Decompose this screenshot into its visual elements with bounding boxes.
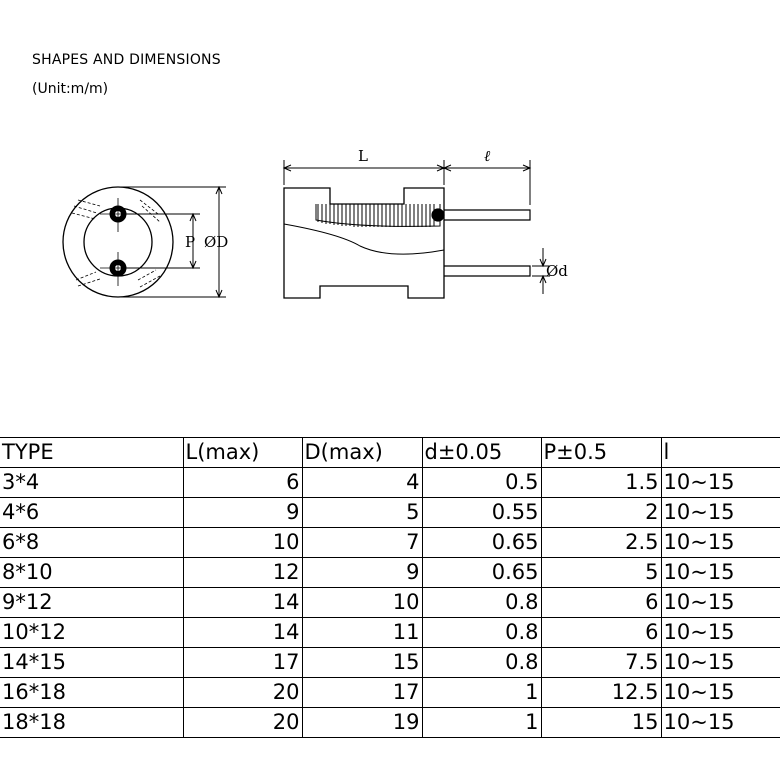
- cell-l-max: 10: [183, 528, 302, 558]
- cell-d-max: 15: [302, 648, 422, 678]
- cell-wire-d: 0.55: [422, 498, 541, 528]
- cell-l-max: 20: [183, 678, 302, 708]
- bobbin-outline: [284, 188, 444, 298]
- table-row: [0, 588, 780, 618]
- cell-wire-d: 0.8: [422, 648, 541, 678]
- page-title: SHAPES AND DIMENSIONS: [32, 52, 221, 68]
- label-wire-diameter: Ød: [546, 262, 568, 280]
- cell-wire-d: 1: [422, 708, 541, 738]
- cell-pitch: 2.5: [541, 528, 661, 558]
- cell-wire-d: 1: [422, 678, 541, 708]
- cell-type: 8*10: [0, 558, 183, 588]
- cell-type: 4*6: [0, 498, 183, 528]
- unit-note: (Unit:m/m): [32, 81, 109, 97]
- cell-lead-l: 10~15: [661, 588, 780, 618]
- table-row: [0, 468, 780, 498]
- cell-type: 18*18: [0, 708, 183, 738]
- cell-type: 10*12: [0, 618, 183, 648]
- cell-pitch: 1.5: [541, 468, 661, 498]
- cell-l-max: 17: [183, 648, 302, 678]
- label-lead-length: ℓ: [484, 147, 491, 165]
- cell-pitch: 2: [541, 498, 661, 528]
- core-curve: [284, 224, 444, 254]
- cell-d-max: 4: [302, 468, 422, 498]
- table-header-row: [0, 438, 780, 468]
- cell-l-max: 12: [183, 558, 302, 588]
- cell-pitch: 6: [541, 588, 661, 618]
- cell-type: 16*18: [0, 678, 183, 708]
- cell-type: 3*4: [0, 468, 183, 498]
- cell-lead-l: 10~15: [661, 648, 780, 678]
- table-row: [0, 648, 780, 678]
- column-header-type: TYPE: [0, 438, 183, 468]
- cell-pitch: 7.5: [541, 648, 661, 678]
- column-header-l-max: L(max): [183, 438, 302, 468]
- label-l: L: [358, 147, 368, 165]
- cell-pitch: 15: [541, 708, 661, 738]
- cell-wire-d: 0.65: [422, 558, 541, 588]
- cell-d-max: 11: [302, 618, 422, 648]
- column-header-lead-l: l: [661, 438, 780, 468]
- cell-lead-l: 10~15: [661, 708, 780, 738]
- cell-wire-d: 0.8: [422, 618, 541, 648]
- label-diameter-d: ØD: [204, 233, 229, 251]
- dimensions-table: [0, 437, 780, 738]
- cell-type: 9*12: [0, 588, 183, 618]
- label-p: P: [185, 233, 196, 251]
- cell-d-max: 17: [302, 678, 422, 708]
- cell-lead-l: 10~15: [661, 468, 780, 498]
- cell-type: 14*15: [0, 648, 183, 678]
- cell-d-max: 7: [302, 528, 422, 558]
- cell-d-max: 10: [302, 588, 422, 618]
- cell-d-max: 19: [302, 708, 422, 738]
- column-header-d-max: D(max): [302, 438, 422, 468]
- table-row: [0, 558, 780, 588]
- side-view: [284, 188, 444, 298]
- l-dimension: [284, 160, 530, 205]
- table-row: [0, 678, 780, 708]
- column-header-pitch: P±0.5: [541, 438, 661, 468]
- cell-wire-d: 0.8: [422, 588, 541, 618]
- cell-lead-l: 10~15: [661, 498, 780, 528]
- cell-wire-d: 0.65: [422, 528, 541, 558]
- cell-lead-l: 10~15: [661, 558, 780, 588]
- end-view: [63, 187, 173, 297]
- cell-lead-l: 10~15: [661, 618, 780, 648]
- cell-lead-l: 10~15: [661, 678, 780, 708]
- cell-type: 6*8: [0, 528, 183, 558]
- leads: [432, 209, 530, 276]
- winding-lines: [318, 204, 434, 227]
- table-row: [0, 528, 780, 558]
- cell-lead-l: 10~15: [661, 528, 780, 558]
- cell-pitch: 6: [541, 618, 661, 648]
- cell-l-max: 6: [183, 468, 302, 498]
- cell-wire-d: 0.5: [422, 468, 541, 498]
- cell-l-max: 14: [183, 588, 302, 618]
- cell-l-max: 20: [183, 708, 302, 738]
- table-row: [0, 618, 780, 648]
- column-header-wire-d: d±0.05: [422, 438, 541, 468]
- cell-l-max: 14: [183, 618, 302, 648]
- table-row: [0, 708, 780, 738]
- cell-d-max: 9: [302, 558, 422, 588]
- cell-d-max: 5: [302, 498, 422, 528]
- table-row: [0, 498, 780, 528]
- cell-pitch: 5: [541, 558, 661, 588]
- cell-pitch: 12.5: [541, 678, 661, 708]
- cell-l-max: 9: [183, 498, 302, 528]
